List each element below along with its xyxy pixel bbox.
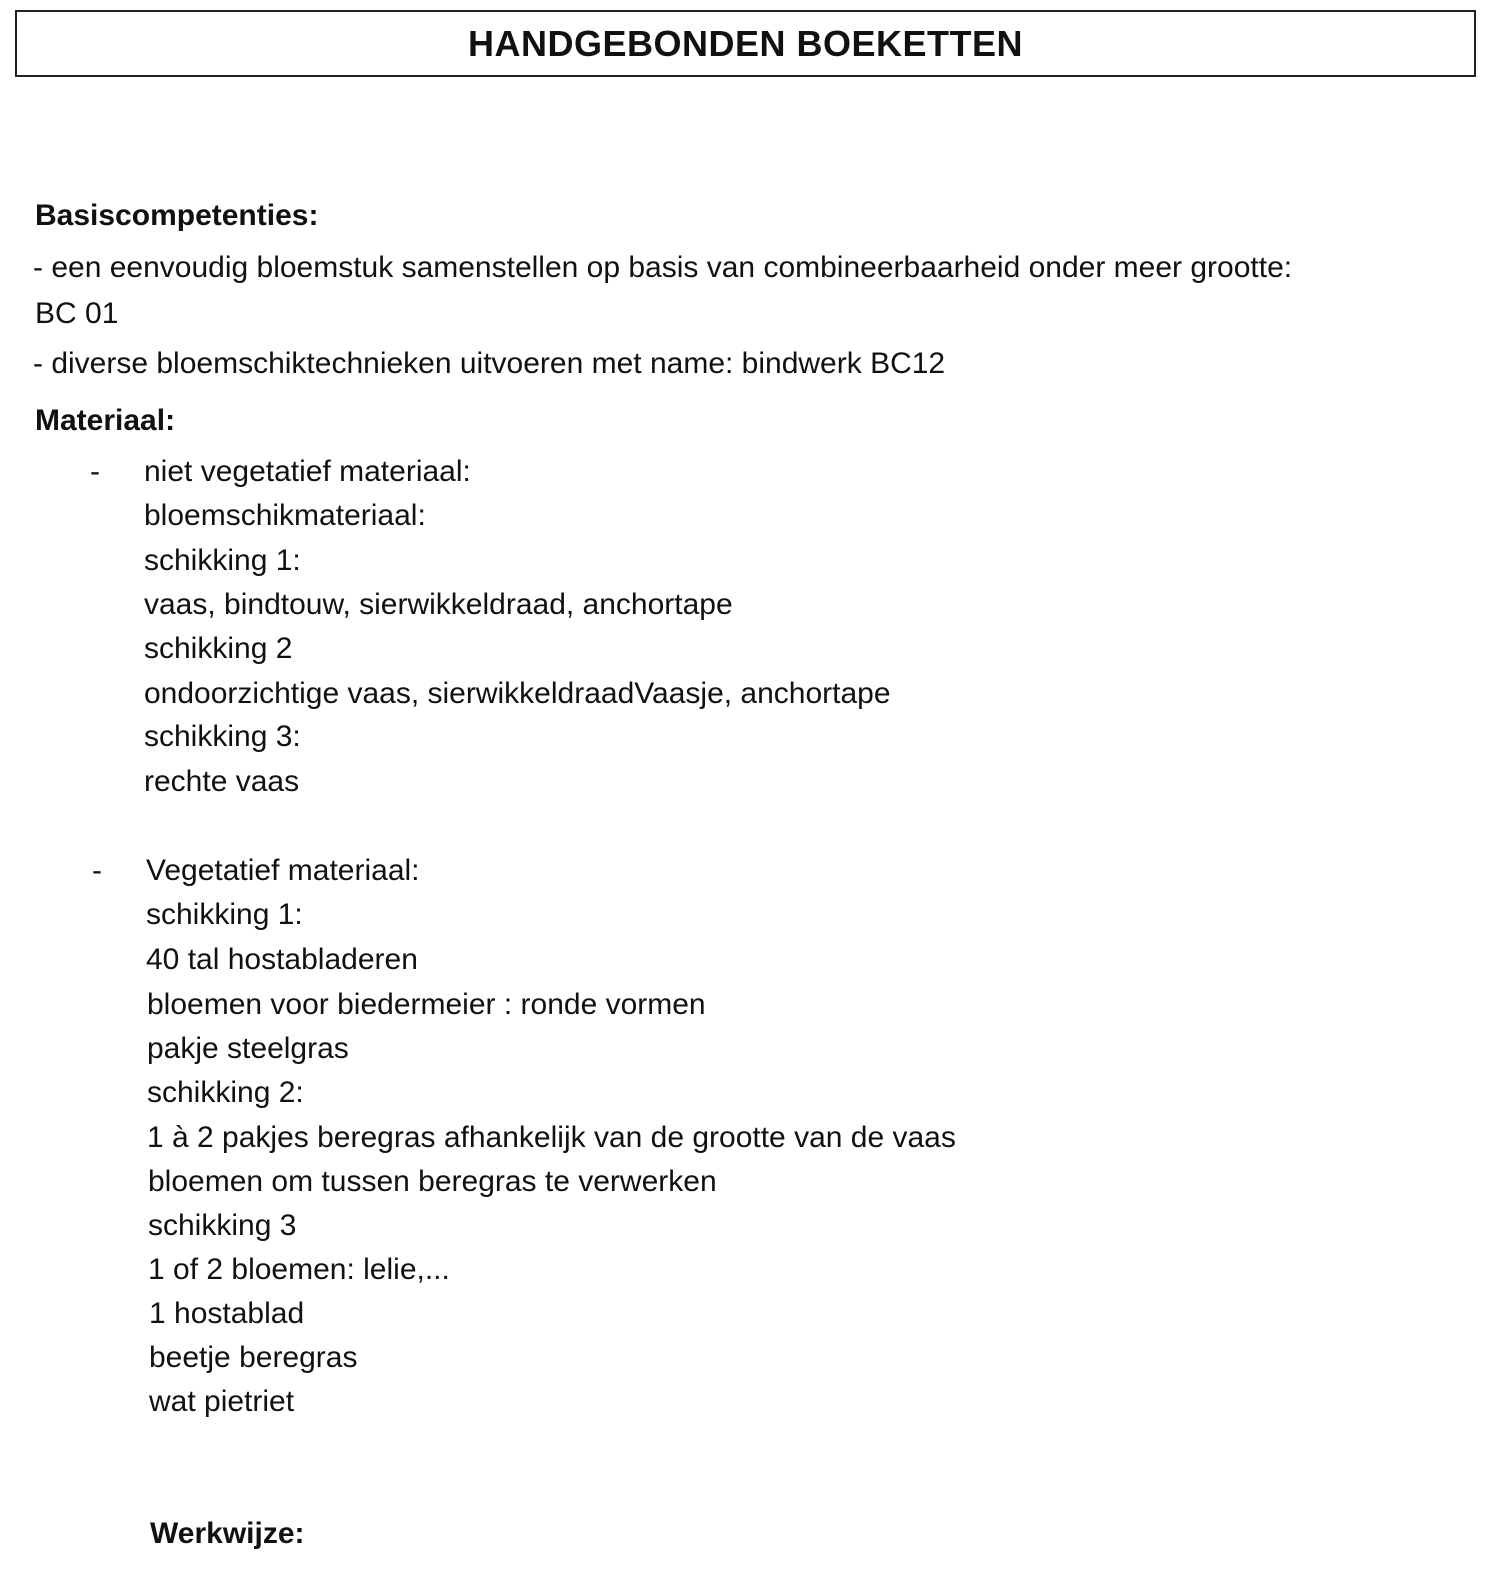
basiscompetentie-line-2: BC 01 bbox=[35, 297, 119, 330]
title-box bbox=[15, 10, 1476, 77]
list-dash-niet-vegetatief: - bbox=[90, 455, 100, 488]
vegetatief-line-4: bloemen voor biedermeier : ronde vormen bbox=[147, 988, 706, 1021]
vegetatief-line-12: beetje beregras bbox=[149, 1341, 358, 1374]
list-dash-vegetatief: - bbox=[92, 854, 102, 887]
materiaal-heading: Materiaal: bbox=[35, 404, 176, 437]
vegetatief-line-5: pakje steelgras bbox=[147, 1032, 349, 1065]
vegetatief-line-8: bloemen om tussen beregras te verwerken bbox=[148, 1165, 717, 1198]
basiscompetenties-heading: Basiscompetenties: bbox=[35, 199, 319, 232]
vegetatief-line-13: wat pietriet bbox=[149, 1385, 295, 1418]
vegetatief-line-1: Vegetatief materiaal: bbox=[146, 854, 420, 887]
vegetatief-line-6: schikking 2: bbox=[147, 1076, 304, 1109]
niet-vegetatief-line-1: niet vegetatief materiaal: bbox=[144, 455, 471, 488]
page-title: HANDGEBONDEN BOEKETTEN bbox=[467, 22, 1024, 64]
vegetatief-line-11: 1 hostablad bbox=[149, 1297, 305, 1330]
basiscompetentie-line-3: - diverse bloemschiktechnieken uitvoeren met name: bindwerk BC12 bbox=[33, 347, 946, 380]
vegetatief-line-7: 1 à 2 pakjes beregras afhankelijk van de grootte van de vaas bbox=[147, 1121, 956, 1154]
vegetatief-line-10: 1 of 2 bloemen: lelie,... bbox=[148, 1253, 450, 1286]
werkwijze-heading: Werkwijze: bbox=[150, 1517, 305, 1550]
niet-vegetatief-line-2: bloemschikmateriaal: bbox=[144, 499, 426, 532]
niet-vegetatief-line-7: schikking 3: bbox=[144, 720, 301, 753]
vegetatief-line-2: schikking 1: bbox=[146, 898, 303, 931]
niet-vegetatief-line-3: schikking 1: bbox=[144, 544, 301, 577]
niet-vegetatief-line-4: vaas, bindtouw, sierwikkeldraad, anchortape bbox=[144, 588, 733, 621]
basiscompetentie-line-1: - een eenvoudig bloemstuk samenstellen op basis van combineerbaarheid onder meer grootte: bbox=[33, 251, 1293, 284]
vegetatief-line-3: 40 tal hostabladeren bbox=[146, 943, 418, 976]
niet-vegetatief-line-6: ondoorzichtige vaas, sierwikkeldraadVaasje, anchortape bbox=[144, 677, 891, 710]
niet-vegetatief-line-8: rechte vaas bbox=[144, 765, 300, 798]
vegetatief-line-9: schikking 3 bbox=[148, 1209, 297, 1242]
niet-vegetatief-line-5: schikking 2 bbox=[144, 632, 293, 665]
